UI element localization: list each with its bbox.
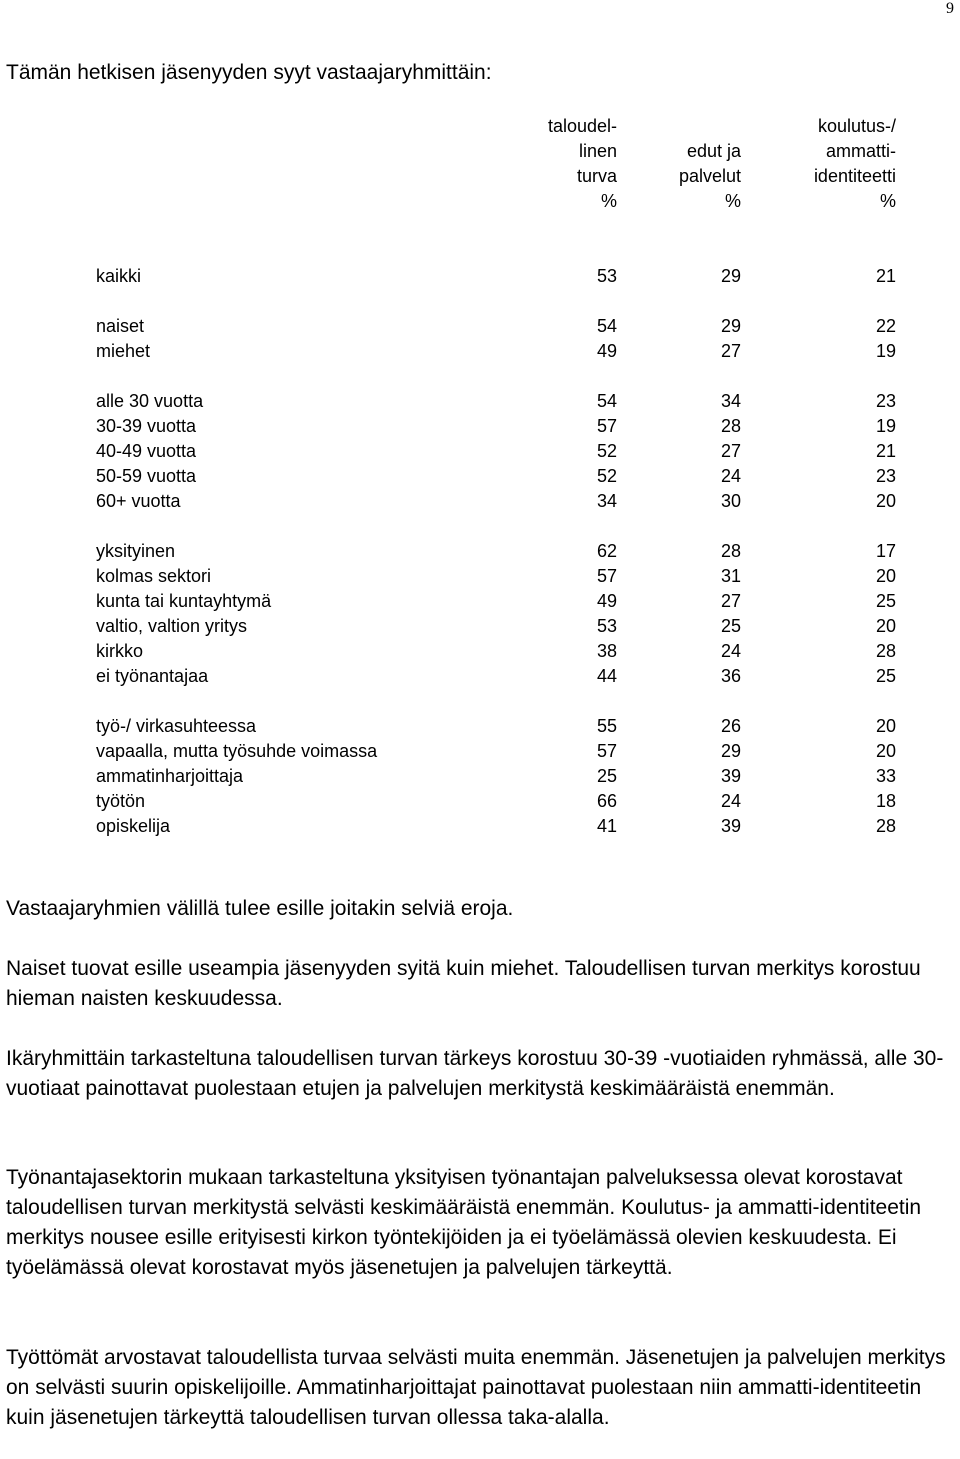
value-koulutus-identiteetti: 25: [875, 666, 896, 686]
paragraph-gender: Naiset tuovat esille useampia jäsenyyden syitä kuin miehet. Taloudellisen turvan merkitys korostuu hieman naisten keskuudessa.: [6, 957, 921, 1010]
header-col-1: taloudel-: [547, 116, 617, 136]
value-koulutus-identiteetti: 20: [875, 566, 896, 586]
row-label: ei työnantajaa: [96, 666, 209, 686]
value-taloudellinen-turva: 49: [596, 341, 617, 361]
value-koulutus-identiteetti: 21: [875, 266, 896, 286]
row-label: kaikki: [96, 266, 142, 286]
value-edut-ja-palvelut: 31: [720, 566, 741, 586]
value-taloudellinen-turva: 53: [596, 616, 617, 636]
value-edut-ja-palvelut: 27: [720, 591, 741, 611]
value-koulutus-identiteetti: 28: [875, 641, 896, 661]
value-taloudellinen-turva: 38: [596, 641, 617, 661]
page-number: 9: [946, 0, 954, 17]
table-row: [0, 615, 960, 637]
value-edut-ja-palvelut: 24: [720, 641, 741, 661]
value-taloudellinen-turva: 62: [596, 541, 617, 561]
value-edut-ja-palvelut: 28: [720, 416, 741, 436]
table-row: [0, 340, 960, 362]
paragraph-employer-sector: Työnantajasektorin mukaan tarkasteltuna yksityisen työnantajan palveluksessa olevat korostavat taloudellisen turvan merkitystä selvästi keskimääräistä enemmän. Koulutus- ja ammatti-identiteetin merkitys nousee esille erityisesti kirkon työntekijöiden ja ei työelämässä olevien keskuudesta. Ei työelämässä olevat korostavat myös jäsenetujen ja palvelujen tärkeyttä.: [6, 1166, 922, 1279]
value-koulutus-identiteetti: 17: [875, 541, 896, 561]
value-koulutus-identiteetti: 20: [875, 741, 896, 761]
value-edut-ja-palvelut: 36: [720, 666, 741, 686]
table-row: [0, 565, 960, 587]
header-col-3: koulutus-/: [817, 116, 896, 136]
value-koulutus-identiteetti: 28: [875, 816, 896, 836]
value-koulutus-identiteetti: 20: [875, 491, 896, 511]
value-koulutus-identiteetti: 23: [875, 466, 896, 486]
value-koulutus-identiteetti: 20: [875, 716, 896, 736]
row-label: ammatinharjoittaja: [96, 766, 244, 786]
row-label: alle 30 vuotta: [96, 391, 204, 411]
row-label: 50-59 vuotta: [96, 466, 197, 486]
table-row: [0, 815, 960, 837]
header-col-3: identiteetti: [813, 166, 896, 186]
table-row: [0, 590, 960, 612]
value-koulutus-identiteetti: 33: [875, 766, 896, 786]
table-row: [0, 640, 960, 662]
row-label: yksityinen: [96, 541, 176, 561]
row-label: opiskelija: [96, 816, 171, 836]
value-koulutus-identiteetti: 21: [875, 441, 896, 461]
value-taloudellinen-turva: 57: [596, 566, 617, 586]
table-header-line: [0, 165, 960, 187]
row-label: kolmas sektori: [96, 566, 212, 586]
value-edut-ja-palvelut: 27: [720, 441, 741, 461]
value-koulutus-identiteetti: 23: [875, 391, 896, 411]
value-koulutus-identiteetti: 18: [875, 791, 896, 811]
paragraph-employment-status: Työttömät arvostavat taloudellista turvaa selvästi muita enemmän. Jäsenetujen ja palvelujen merkitys on selvästi suurin opiskelijoille. Ammatinharjoittajat painottavat puolestaan niin ammatti-identiteetin kuin jäsenetujen tärkeyttä taloudellisen turvan ollessa taka-alalla.: [6, 1346, 946, 1429]
value-taloudellinen-turva: 44: [596, 666, 617, 686]
value-edut-ja-palvelut: 28: [720, 541, 741, 561]
table-row: [0, 540, 960, 562]
row-label: 60+ vuotta: [96, 491, 181, 511]
table-row: [0, 740, 960, 762]
table-header-line: [0, 115, 960, 137]
paragraph-age: Ikäryhmittäin tarkasteltuna taloudellisen turvan tärkeys korostuu 30-39 -vuotiaiden ryhmässä, alle 30-vuotiaat painottavat puolestaan etujen ja palvelujen merkitystä keskimääräistä enemmän.: [6, 1047, 944, 1100]
row-label: miehet: [96, 341, 151, 361]
value-koulutus-identiteetti: 25: [875, 591, 896, 611]
header-col-3: ammatti-: [825, 141, 896, 161]
value-taloudellinen-turva: 41: [596, 816, 617, 836]
row-label: vapaalla, mutta työsuhde voimassa: [96, 741, 378, 761]
row-label: työtön: [96, 791, 146, 811]
value-edut-ja-palvelut: 34: [720, 391, 741, 411]
header-col-3: %: [879, 191, 896, 211]
value-edut-ja-palvelut: 25: [720, 616, 741, 636]
table-row: [0, 465, 960, 487]
header-col-2: %: [724, 191, 741, 211]
row-label: kunta tai kuntayhtymä: [96, 591, 272, 611]
table-row: [0, 315, 960, 337]
table-row: [0, 415, 960, 437]
value-taloudellinen-turva: 52: [596, 441, 617, 461]
value-koulutus-identiteetti: 19: [875, 416, 896, 436]
header-col-1: turva: [576, 166, 617, 186]
value-edut-ja-palvelut: 24: [720, 466, 741, 486]
row-label: työ-/ virkasuhteessa: [96, 716, 257, 736]
value-koulutus-identiteetti: 20: [875, 616, 896, 636]
value-taloudellinen-turva: 57: [596, 416, 617, 436]
value-koulutus-identiteetti: 22: [875, 316, 896, 336]
value-edut-ja-palvelut: 29: [720, 266, 741, 286]
value-edut-ja-palvelut: 27: [720, 341, 741, 361]
table-row: [0, 265, 960, 287]
row-label: kirkko: [96, 641, 144, 661]
value-taloudellinen-turva: 34: [596, 491, 617, 511]
header-col-1: linen: [578, 141, 617, 161]
value-koulutus-identiteetti: 19: [875, 341, 896, 361]
row-label: valtio, valtion yritys: [96, 616, 248, 636]
table-row: [0, 765, 960, 787]
value-edut-ja-palvelut: 39: [720, 816, 741, 836]
header-col-2: edut ja: [686, 141, 741, 161]
table-row: [0, 790, 960, 812]
header-col-2: palvelut: [678, 166, 741, 186]
value-taloudellinen-turva: 53: [596, 266, 617, 286]
value-taloudellinen-turva: 55: [596, 716, 617, 736]
row-label: 40-49 vuotta: [96, 441, 197, 461]
table-row: [0, 715, 960, 737]
value-edut-ja-palvelut: 29: [720, 741, 741, 761]
value-taloudellinen-turva: 25: [596, 766, 617, 786]
value-taloudellinen-turva: 52: [596, 466, 617, 486]
value-taloudellinen-turva: 66: [596, 791, 617, 811]
value-edut-ja-palvelut: 29: [720, 316, 741, 336]
value-edut-ja-palvelut: 39: [720, 766, 741, 786]
table-row: [0, 440, 960, 462]
header-col-1: %: [600, 191, 617, 211]
value-edut-ja-palvelut: 26: [720, 716, 741, 736]
value-edut-ja-palvelut: 24: [720, 791, 741, 811]
table-header-line: [0, 140, 960, 162]
row-label: 30-39 vuotta: [96, 416, 197, 436]
table-row: [0, 665, 960, 687]
paragraph-summary: Vastaajaryhmien välillä tulee esille joitakin selviä eroja.: [6, 897, 514, 920]
value-taloudellinen-turva: 49: [596, 591, 617, 611]
table-row: [0, 490, 960, 512]
table-header-line: [0, 190, 960, 212]
page-heading: Tämän hetkisen jäsenyyden syyt vastaajaryhmittäin:: [6, 61, 492, 84]
row-label: naiset: [96, 316, 145, 336]
value-taloudellinen-turva: 57: [596, 741, 617, 761]
table-row: [0, 390, 960, 412]
value-taloudellinen-turva: 54: [596, 316, 617, 336]
value-edut-ja-palvelut: 30: [720, 491, 741, 511]
value-taloudellinen-turva: 54: [596, 391, 617, 411]
